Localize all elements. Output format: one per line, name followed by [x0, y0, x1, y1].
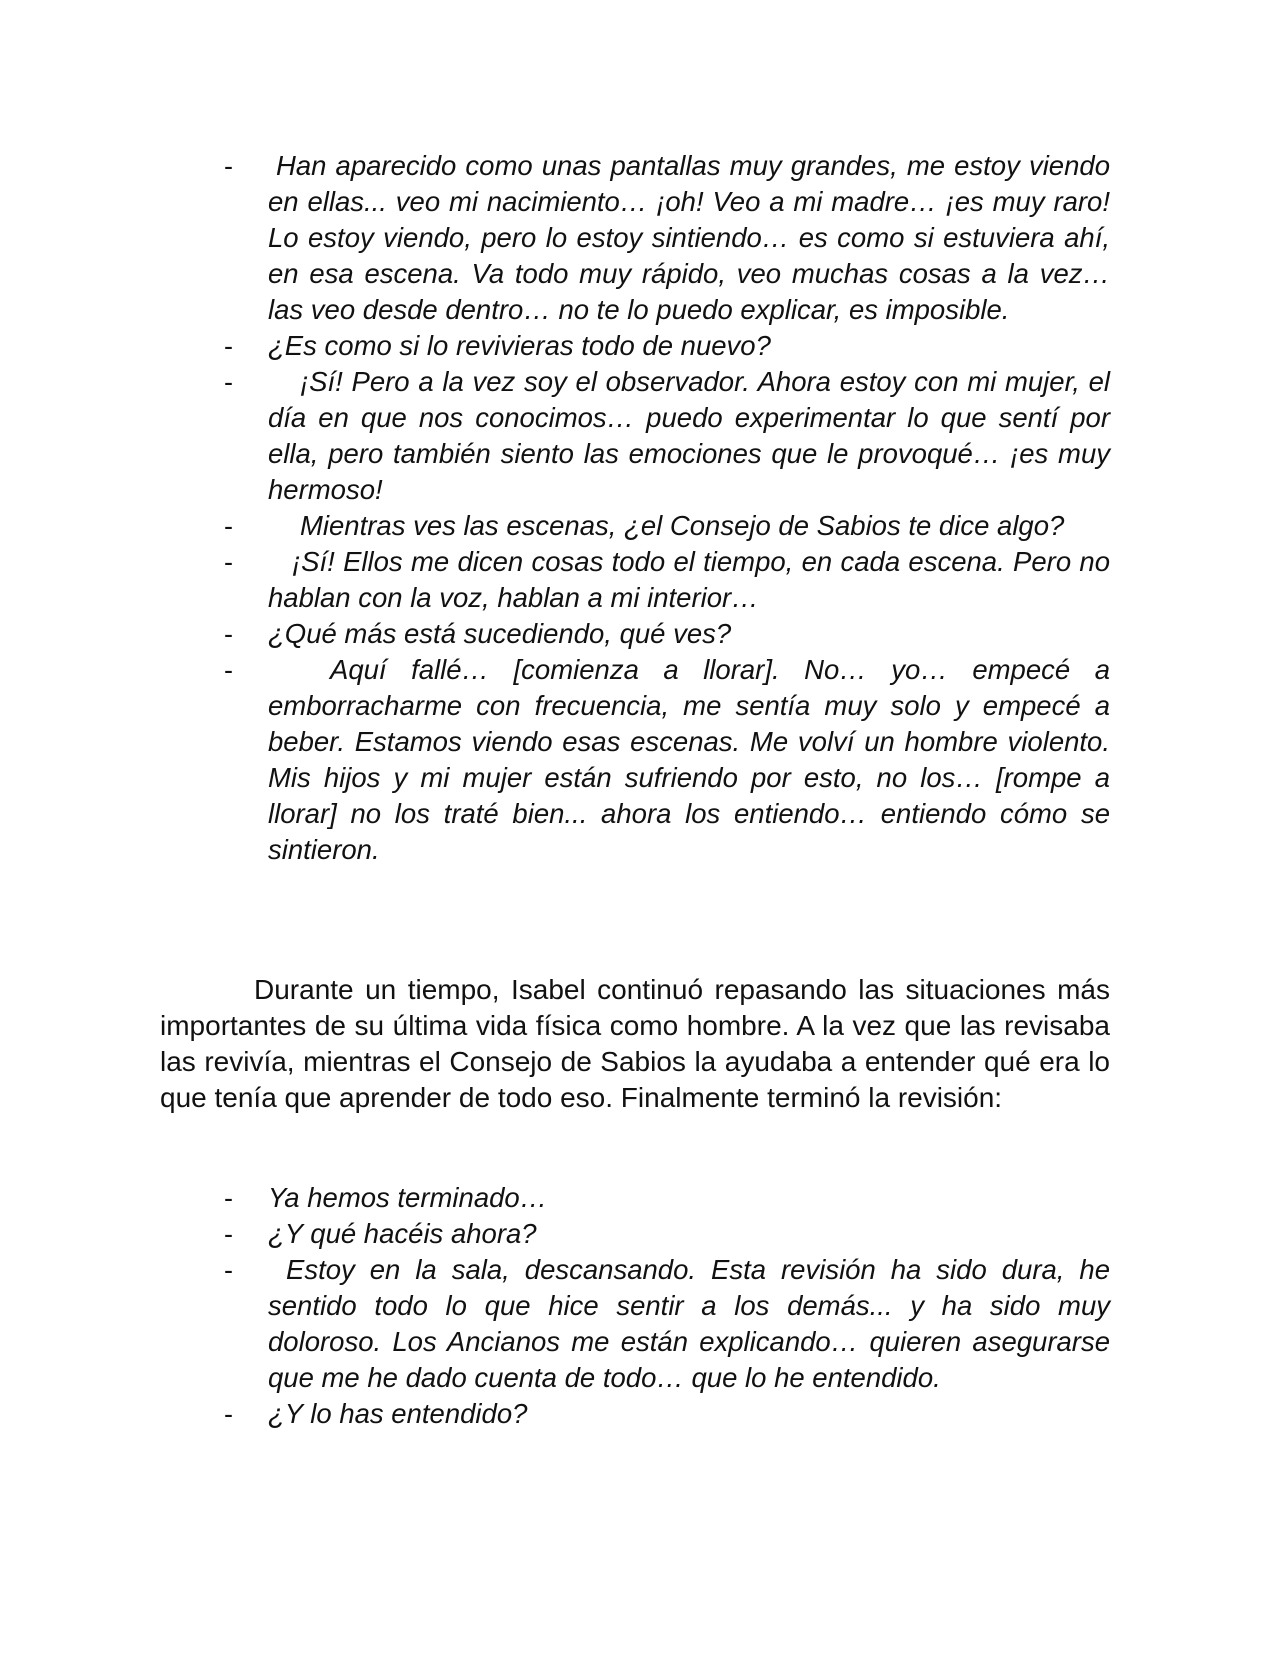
dialogue-line: [0, 1216, 1280, 1252]
dialogue-text: ¡Sí! Ellos me dicen cosas todo el tiempo, en cada escena. Pero no hablan con la voz, hablan a mi interior…: [268, 546, 1110, 613]
dialogue-text: ¿Y qué hacéis ahora?: [268, 1218, 537, 1249]
dash-marker: -: [224, 1183, 233, 1213]
dialogue-line: [0, 544, 1280, 616]
dialogue-text: ¡Sí! Pero a la vez soy el observador. Ahora estoy con mi mujer, el día en que nos conocimos… puedo experimentar lo que sentí por ella, pero también siento las emociones que le provoqué… ¡es muy hermoso!: [268, 366, 1110, 505]
dialogue-text: Estoy en la sala, descansando. Esta revisión ha sido dura, he sentido todo lo que hice sentir a los demás... y ha sido muy doloroso. Los Ancianos me están explicando… quieren asegurarse que me he dado cuenta de todo… que lo he entendido.: [268, 1254, 1110, 1393]
dash-marker: -: [224, 367, 233, 397]
dash-marker: -: [224, 1219, 233, 1249]
dash-marker: -: [224, 619, 233, 649]
dialogue-text: Han aparecido como unas pantallas muy grandes, me estoy viendo en ellas... veo mi nacimiento… ¡oh! Veo a mi madre… ¡es muy raro! Lo estoy viendo, pero lo estoy sintiendo… es como si estuviera ahí, en esa escena. Va todo muy rápido, veo muchas cosas a la vez… las veo desde dentro… no te lo puedo explicar, es imposible.: [268, 150, 1110, 325]
dash-marker: -: [224, 547, 233, 577]
dialogue-list-1: [0, 148, 1280, 868]
dialogue-text: ¿Qué más está sucediendo, qué ves?: [268, 618, 732, 649]
dash-marker: -: [224, 655, 233, 685]
dash-marker: -: [224, 1399, 233, 1429]
dialogue-text: ¿Es como si lo revivieras todo de nuevo?: [268, 330, 771, 361]
dialogue-line: [0, 652, 1280, 868]
narration-paragraph: Durante un tiempo, Isabel continuó repasando las situaciones más importantes de su última vida física como hombre. A la vez que las revisaba las revivía, mientras el Consejo de Sabios la ayudaba a entender qué era lo que tenía que aprender de todo eso. Finalmente terminó la revisión:: [160, 974, 1110, 1113]
dialogue-text: Mientras ves las escenas, ¿el Consejo de Sabios te dice algo?: [300, 510, 1065, 541]
dialogue-line: [0, 328, 1280, 364]
dialogue-line: [0, 1396, 1280, 1432]
dialogue-list-2: [0, 1180, 1280, 1432]
dialogue-line: [0, 148, 1280, 328]
dialogue-text: Ya hemos terminado…: [268, 1182, 548, 1213]
dialogue-text: Aquí fallé… [comienza a llorar]. No… yo… empecé a emborracharme con frecuencia, me sentía muy solo y empecé a beber. Estamos viendo esas escenas. Me volví un hombre violento. Mis hijos y mi mujer están sufriendo por esto, no los… [rompe a llorar] no los traté bien... ahora los entiendo… entiendo cómo se sintieron.: [268, 654, 1110, 865]
dash-marker: -: [224, 331, 233, 361]
dialogue-line: [0, 1252, 1280, 1396]
dialogue-line: [0, 364, 1280, 508]
dialogue-line: [0, 508, 1280, 544]
dash-marker: -: [224, 1255, 233, 1285]
dash-marker: -: [224, 151, 233, 181]
dialogue-line: [0, 1180, 1280, 1216]
dash-marker: -: [224, 511, 233, 541]
dialogue-line: [0, 616, 1280, 652]
dialogue-text: ¿Y lo has entendido?: [268, 1398, 528, 1429]
